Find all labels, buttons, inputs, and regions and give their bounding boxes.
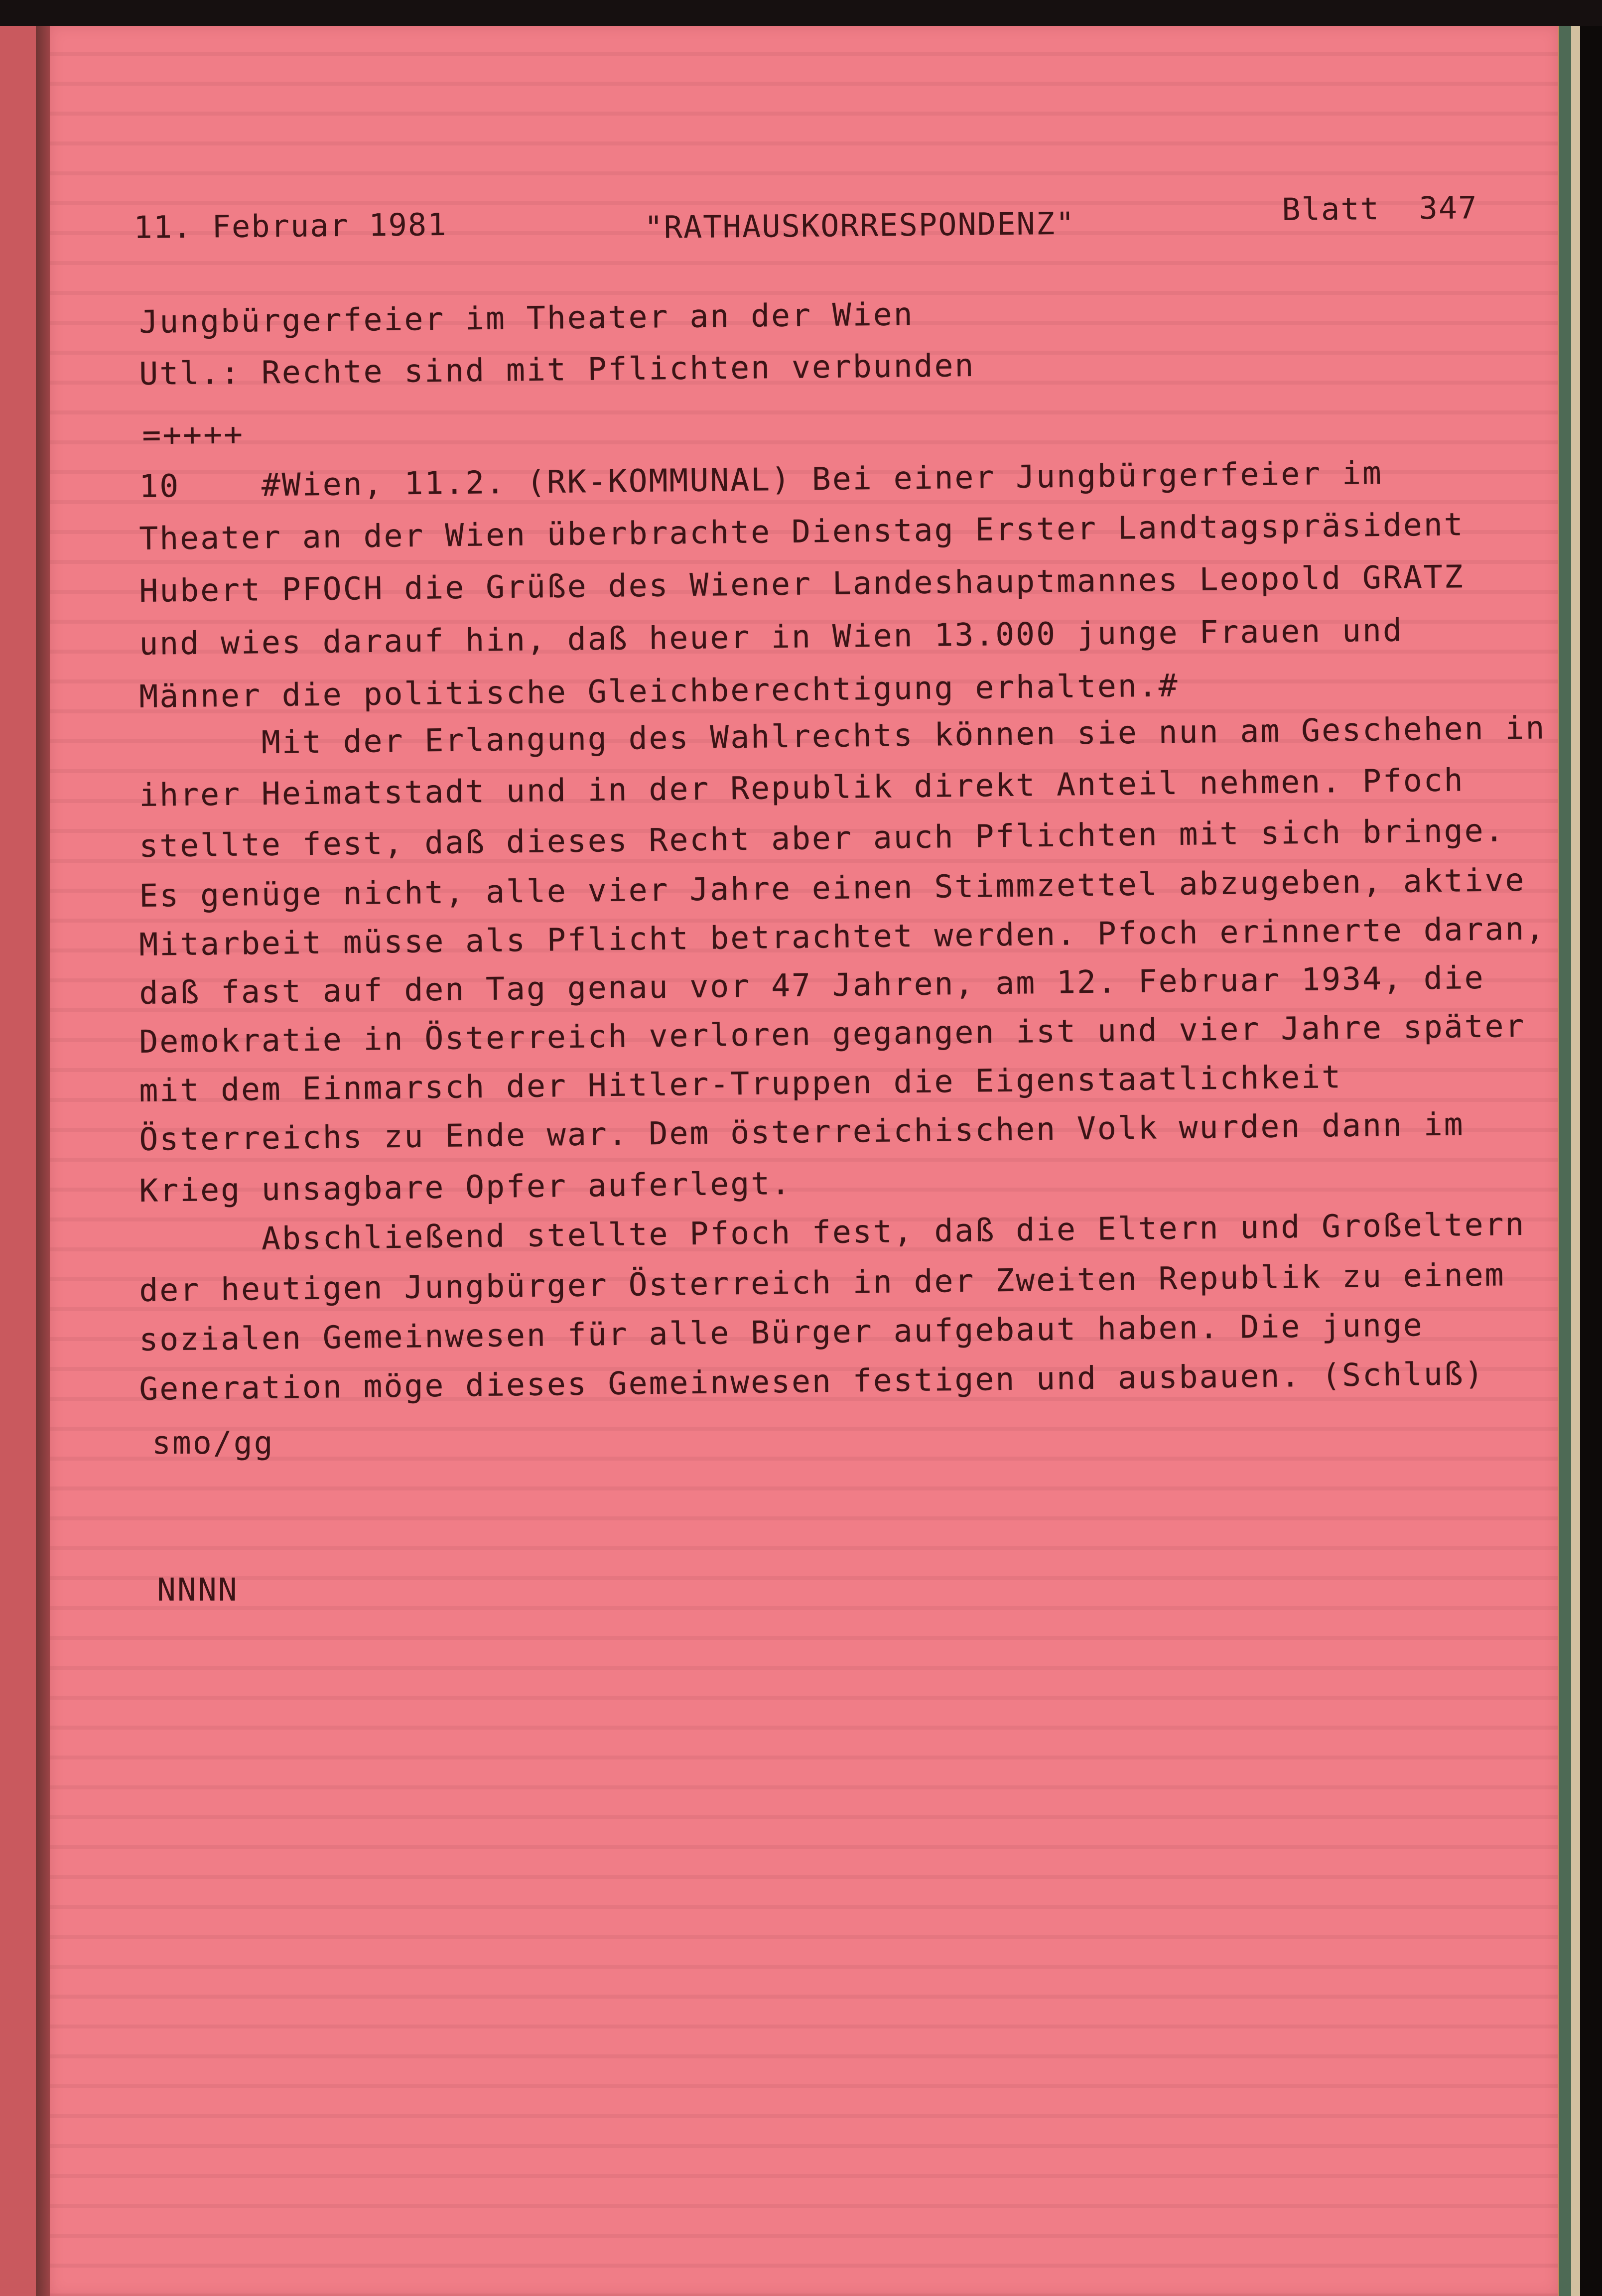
- publication-title: "RATHAUSKORRESPONDENZ": [644, 205, 1075, 246]
- end-mark: NNNN: [157, 1572, 239, 1608]
- operator-initials: smo/gg: [152, 1425, 274, 1461]
- body-line: Mitarbeit müsse als Pflicht betrachtet werden. Pfoch erinnerte daran,: [138, 910, 1546, 963]
- body-line: sozialen Gemeinwesen für alle Bürger aufgebaut haben. Die junge: [138, 1307, 1424, 1358]
- body-line: Mit der Erlangung des Wahlrechts können sie nun am Geschehen in: [138, 709, 1546, 762]
- body-line: Männer die politische Gleichberechtigung erhalten.#: [138, 667, 1180, 715]
- body-line: Abschließend stellte Pfoch fest, daß die Eltern und Großeltern: [138, 1206, 1526, 1258]
- body-line: mit dem Einmarsch der Hitler-Truppen die Eigenstaatlichkeit: [138, 1059, 1342, 1109]
- body-line: Hubert PFOCH die Grüße des Wiener Landeshauptmannes Leopold GRATZ: [138, 558, 1465, 609]
- body-line: Es genüge nicht, alle vier Jahre einen Stimmzettel abzugeben, aktive: [138, 861, 1526, 914]
- body-line: ihrer Heimatstadt und in der Republik direkt Anteil nehmen. Pfoch: [138, 762, 1465, 813]
- typed-page: [50, 26, 1558, 2296]
- scan-top-border: [0, 0, 1602, 26]
- body-line: 10 #Wien, 11.2. (RK-KOMMUNAL) Bei einer Jungbürgerfeier im: [138, 454, 1383, 505]
- page-stack-edge: [1571, 26, 1580, 2296]
- body-line: und wies darauf hin, daß heuer in Wien 13.000 junge Frauen und: [138, 612, 1404, 662]
- subheadline: Utl.: Rechte sind mit Pflichten verbunden: [138, 347, 975, 392]
- body-line: der heutigen Jungbürger Österreich in der Zweiten Republik zu einem: [138, 1256, 1505, 1309]
- separator-line: =++++: [141, 415, 245, 453]
- body-line: Generation möge dieses Gemeinwesen festigen und ausbauen. (Schluß): [138, 1355, 1485, 1407]
- body-line: stellte fest, daß dieses Recht aber auch Pflichten mit sich bringe.: [138, 812, 1505, 864]
- body-line: daß fast auf den Tag genau vor 47 Jahren, am 12. Februar 1934, die: [138, 959, 1485, 1011]
- headline: Jungbürgerfeier im Theater an der Wien: [138, 296, 914, 340]
- body-line: Demokratie in Österreich verloren gegangen ist und vier Jahre später: [138, 1007, 1526, 1060]
- body-line: Theater an der Wien überbrachte Dienstag Erster Landtagspräsident: [138, 506, 1465, 557]
- page-stack-edge: [1559, 26, 1571, 2296]
- document-date: 11. Februar 1981: [133, 206, 447, 246]
- body-line: Österreichs zu Ende war. Dem österreichischen Volk wurden dann im: [138, 1106, 1465, 1158]
- body-line: Krieg unsagbare Opfer auferlegt.: [138, 1165, 792, 1209]
- scan-right-border: [1580, 26, 1602, 2296]
- sheet-number: Blatt 347: [1281, 189, 1478, 228]
